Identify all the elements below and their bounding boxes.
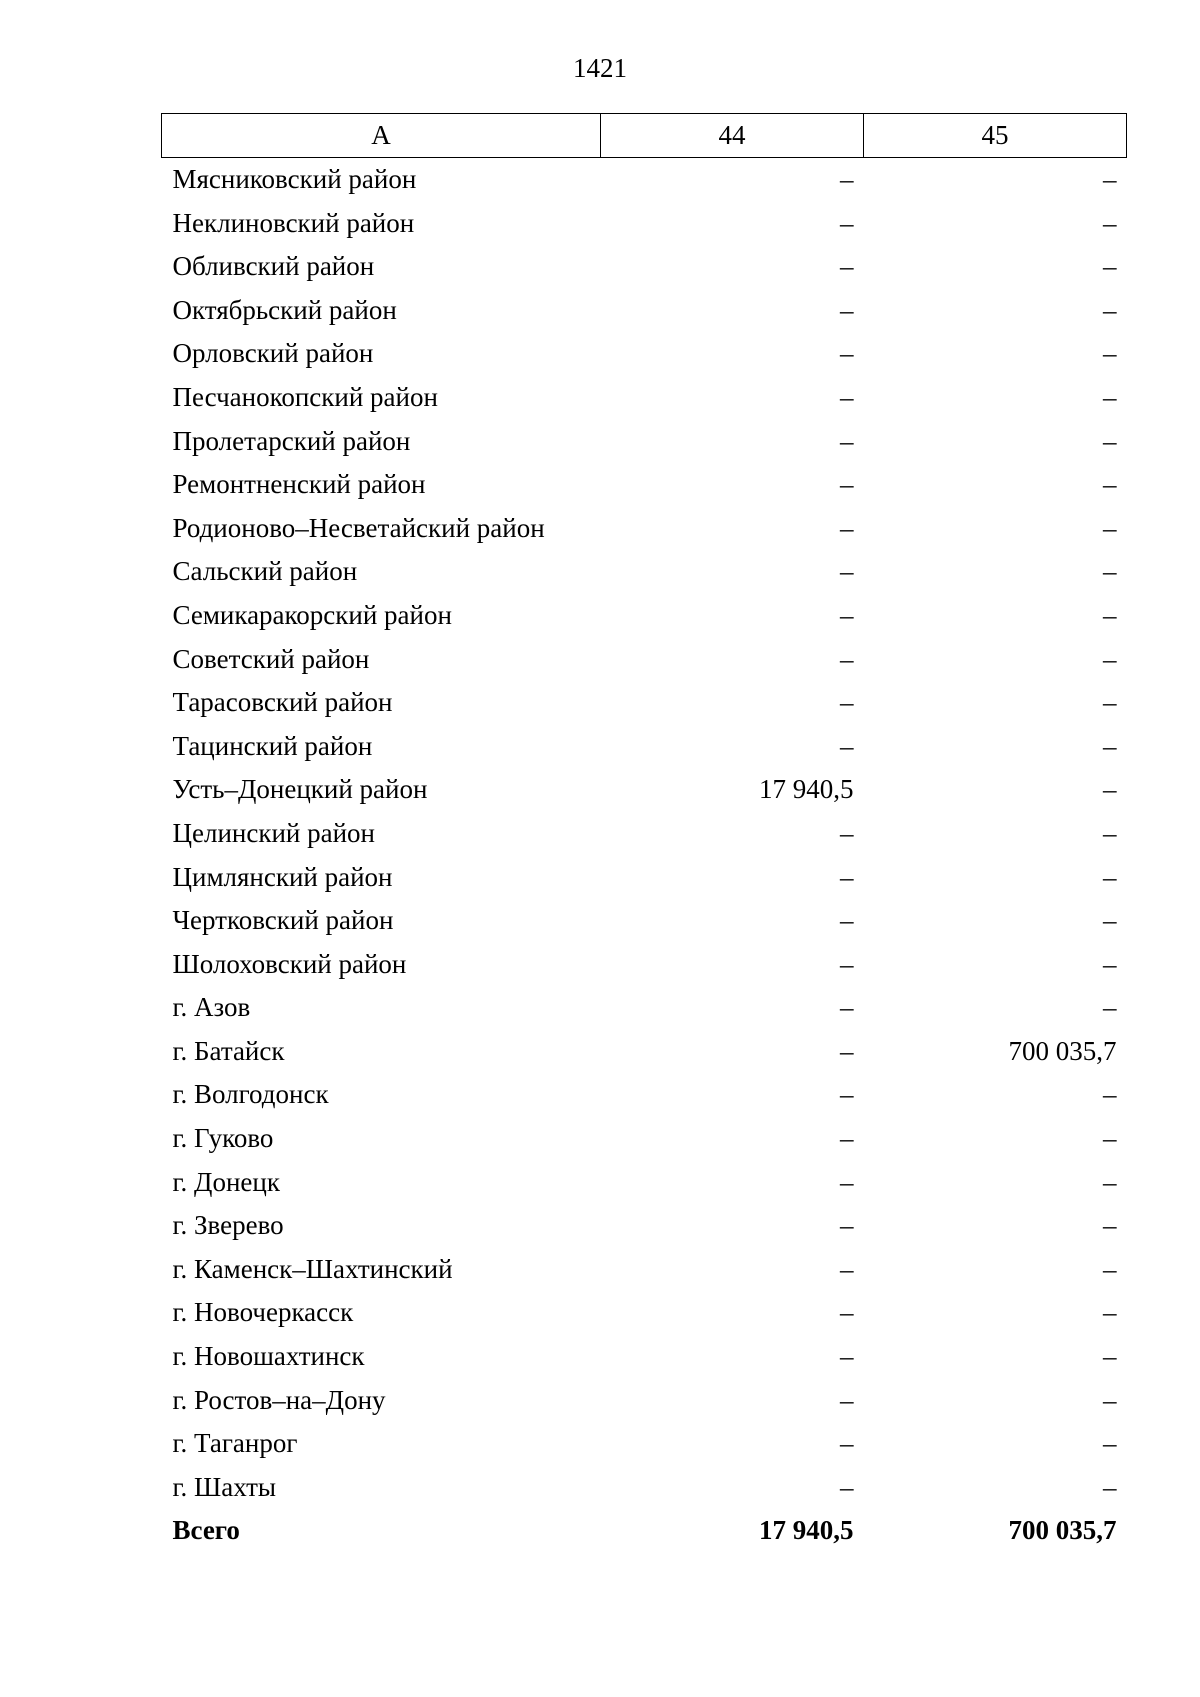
table-body <box>162 158 1127 1554</box>
row-value-44-cell: – <box>840 1384 854 1415</box>
row-name-cell: г. Волгодонск <box>172 1079 329 1110</box>
row-value-44-cell: – <box>840 1079 854 1110</box>
row-value-44-cell: – <box>840 164 854 194</box>
row-name-cell: Семикаракорский район <box>172 599 452 630</box>
row-value-44-cell: – <box>840 861 854 892</box>
table-row <box>162 1161 1127 1205</box>
row-value-45-cell: – <box>1103 1166 1117 1197</box>
row-value-45-cell: – <box>1103 643 1117 674</box>
row-value-45-cell: – <box>1103 1079 1117 1110</box>
row-value-44-cell: – <box>840 338 854 369</box>
header-row <box>162 114 1127 158</box>
table-row <box>162 245 1127 289</box>
row-name-cell: г. Ростов–на–Дону <box>172 1384 386 1415</box>
row-value-44-cell: – <box>840 948 854 979</box>
row-name-cell: Песчанокопский район <box>172 381 438 412</box>
row-name-cell: г. Новошахтинск <box>172 1341 365 1372</box>
row-value-44-cell: 17 940,5 <box>759 774 854 805</box>
row-value-44-cell: – <box>840 1428 854 1459</box>
row-value-44-cell: – <box>840 1253 854 1284</box>
table-row <box>162 202 1127 246</box>
total-value-45-cell: 700 035,7 <box>1008 1515 1117 1546</box>
row-name-cell: г. Шахты <box>172 1471 277 1502</box>
table-row <box>162 332 1127 376</box>
row-value-44-cell: – <box>840 556 854 587</box>
table-row <box>162 986 1127 1030</box>
row-name-cell: Мясниковский район <box>172 164 417 194</box>
row-name-cell: Чертковский район <box>172 905 394 936</box>
row-value-45-cell: – <box>1103 992 1117 1023</box>
row-value-45-cell: – <box>1103 1210 1117 1241</box>
row-value-45-cell: – <box>1103 338 1117 369</box>
row-value-45-cell: – <box>1103 730 1117 761</box>
total-value-44-cell: 17 940,5 <box>759 1515 854 1546</box>
row-value-44-cell: – <box>840 207 854 238</box>
row-value-44-cell: – <box>840 425 854 456</box>
row-value-45-cell: – <box>1103 251 1117 282</box>
table-row <box>162 463 1127 507</box>
table-row <box>162 638 1127 682</box>
row-name-cell: г. Донецк <box>172 1166 280 1197</box>
table-row <box>162 681 1127 725</box>
row-value-45-cell: – <box>1103 905 1117 936</box>
total-row <box>162 1509 1127 1553</box>
row-name-cell: Целинский район <box>172 817 375 848</box>
data-table-container <box>161 113 1126 1553</box>
table-row <box>162 1248 1127 1292</box>
table-row <box>162 768 1127 812</box>
row-name-cell: Родионово–Несветайский район <box>172 512 545 543</box>
table-row <box>162 507 1127 551</box>
table-row <box>162 594 1127 638</box>
table-header <box>162 114 1127 158</box>
header-cell-44: 44 <box>601 114 864 158</box>
row-value-45-cell: 700 035,7 <box>1008 1035 1117 1066</box>
row-name-cell: г. Азов <box>172 992 251 1023</box>
row-value-45-cell: – <box>1103 556 1117 587</box>
row-value-45-cell: – <box>1103 1297 1117 1328</box>
row-value-45-cell: – <box>1103 861 1117 892</box>
row-name-cell: Ремонтненский район <box>172 469 426 500</box>
row-value-45-cell: – <box>1103 469 1117 500</box>
row-name-cell: Тарасовский район <box>172 687 393 718</box>
row-name-cell: Усть–Донецкий район <box>172 774 428 805</box>
row-value-45-cell: – <box>1103 1384 1117 1415</box>
table-row <box>162 1335 1127 1379</box>
row-name-cell: Тацинский район <box>172 730 373 761</box>
row-name-cell: Октябрьский район <box>172 294 397 325</box>
row-value-45-cell: – <box>1103 512 1117 543</box>
table-row <box>162 1422 1127 1466</box>
table-row <box>162 1291 1127 1335</box>
row-value-45-cell: – <box>1103 1341 1117 1372</box>
row-value-45-cell: – <box>1103 1428 1117 1459</box>
row-value-45-cell: – <box>1103 1253 1117 1284</box>
row-value-44-cell: – <box>840 730 854 761</box>
row-value-44-cell: – <box>840 512 854 543</box>
row-value-45-cell: – <box>1103 1123 1117 1154</box>
row-value-45-cell: – <box>1103 207 1117 238</box>
table-row <box>162 1379 1127 1423</box>
header-cell-45: 45 <box>864 114 1127 158</box>
table-row <box>162 550 1127 594</box>
row-value-44-cell: – <box>840 817 854 848</box>
row-value-44-cell: – <box>840 905 854 936</box>
row-value-45-cell: – <box>1103 294 1117 325</box>
table-row <box>162 158 1127 202</box>
row-value-44-cell: – <box>840 381 854 412</box>
table-row <box>162 899 1127 943</box>
table-row <box>162 943 1127 987</box>
row-value-44-cell: – <box>840 294 854 325</box>
row-value-45-cell: – <box>1103 425 1117 456</box>
table-row <box>162 289 1127 333</box>
row-name-cell: Цимлянский район <box>172 861 393 892</box>
row-value-44-cell: – <box>840 643 854 674</box>
row-value-45-cell: – <box>1103 687 1117 718</box>
row-value-44-cell: – <box>840 687 854 718</box>
row-name-cell: Орловский район <box>172 338 374 369</box>
row-value-44-cell: – <box>840 1210 854 1241</box>
row-value-44-cell: – <box>840 1297 854 1328</box>
row-name-cell: Обливский район <box>172 251 375 282</box>
data-table <box>161 113 1127 1553</box>
row-value-44-cell: – <box>840 1471 854 1502</box>
total-label-cell: Всего <box>172 1515 240 1546</box>
row-value-44-cell: – <box>840 992 854 1023</box>
row-value-44-cell: – <box>840 1341 854 1372</box>
page-number: 1421 <box>573 53 627 83</box>
table-row <box>162 1030 1127 1074</box>
row-value-44-cell: – <box>840 1123 854 1154</box>
table-row <box>162 420 1127 464</box>
header-cell-name: А <box>162 114 601 158</box>
row-value-45-cell: – <box>1103 381 1117 412</box>
table-row <box>162 376 1127 420</box>
row-value-44-cell: – <box>840 251 854 282</box>
table-row <box>162 812 1127 856</box>
table-row <box>162 856 1127 900</box>
row-value-45-cell: – <box>1103 774 1117 805</box>
row-value-44-cell: – <box>840 469 854 500</box>
row-name-cell: Пролетарский район <box>172 425 411 456</box>
row-name-cell: Советский район <box>172 643 370 674</box>
row-name-cell: г. Зверево <box>172 1210 284 1241</box>
table-row <box>162 1204 1127 1248</box>
row-name-cell: г. Каменск–Шахтинский <box>172 1253 453 1284</box>
row-name-cell: Неклиновский район <box>172 207 415 238</box>
row-value-45-cell: – <box>1103 1471 1117 1502</box>
row-value-45-cell: – <box>1103 599 1117 630</box>
table-row <box>162 1466 1127 1510</box>
table-row <box>162 1117 1127 1161</box>
table-row <box>162 1073 1127 1117</box>
row-value-45-cell: – <box>1103 817 1117 848</box>
row-value-44-cell: – <box>840 1035 854 1066</box>
row-name-cell: г. Новочеркасск <box>172 1297 354 1328</box>
row-value-45-cell: – <box>1103 948 1117 979</box>
row-name-cell: г. Батайск <box>172 1035 285 1066</box>
row-name-cell: Шолоховский район <box>172 948 407 979</box>
row-value-44-cell: – <box>840 1166 854 1197</box>
row-value-44-cell: – <box>840 599 854 630</box>
row-value-45-cell: – <box>1103 164 1117 194</box>
row-name-cell: г. Гуково <box>172 1123 274 1154</box>
table-row <box>162 725 1127 769</box>
row-name-cell: г. Таганрог <box>172 1428 298 1459</box>
row-name-cell: Сальский район <box>172 556 358 587</box>
